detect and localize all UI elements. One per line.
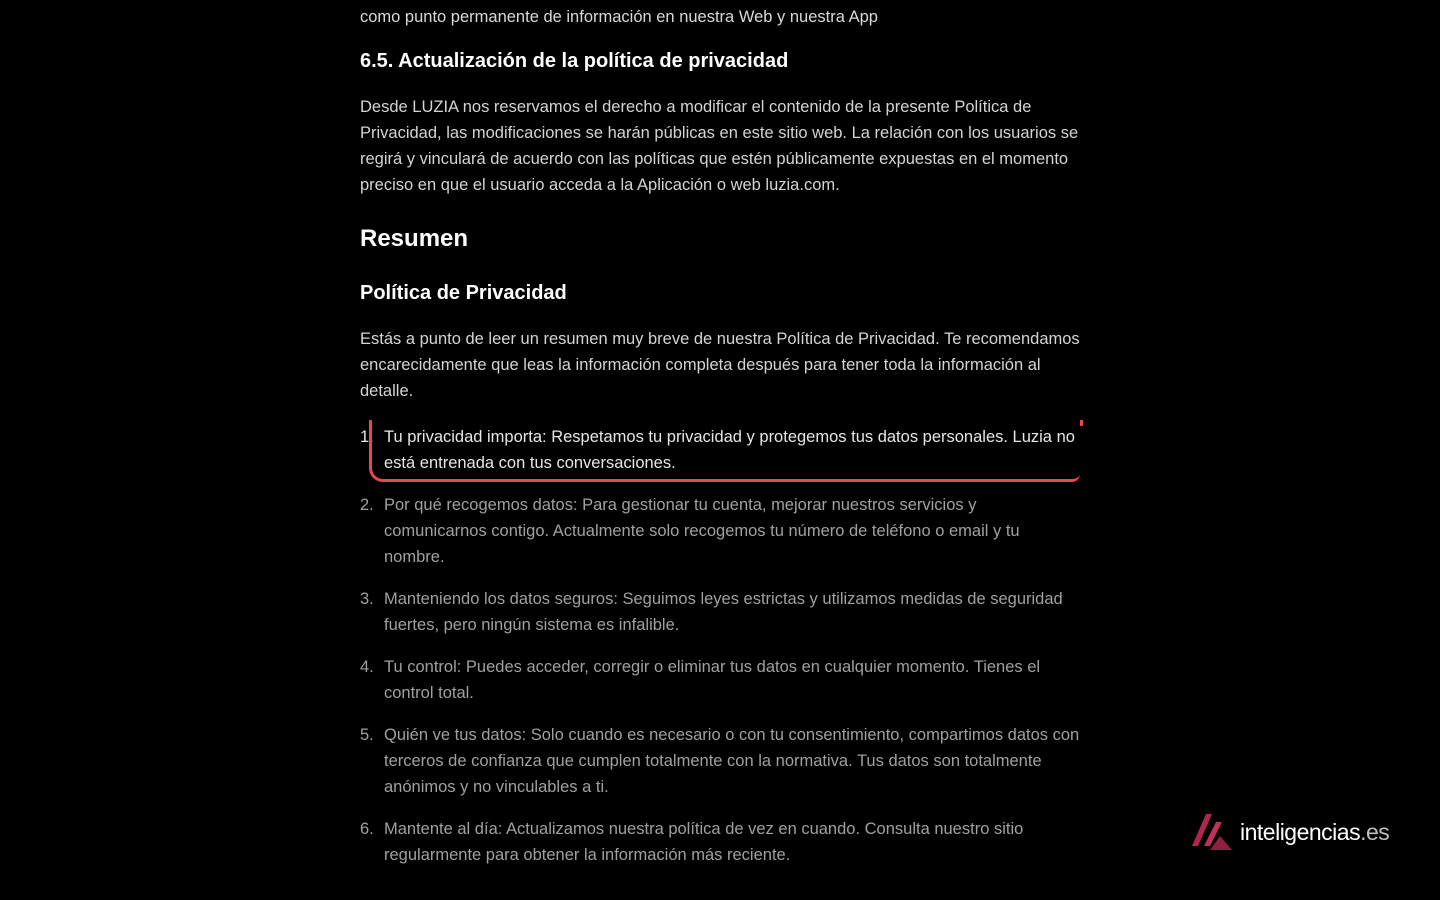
intro-line: como punto permanente de información en nuestra Web y nuestra App bbox=[360, 8, 878, 26]
list-item-number: 6. bbox=[360, 820, 374, 838]
privacy-policy-subheading: Política de Privacidad bbox=[360, 282, 567, 304]
list-item bbox=[360, 816, 1080, 868]
watermark-brand-text: inteligencias bbox=[1240, 818, 1361, 845]
summary-list bbox=[360, 424, 1080, 884]
list-item-number: 2. bbox=[360, 496, 374, 514]
list-item bbox=[360, 424, 1080, 476]
section-6-5-heading: 6.5. Actualización de la política de privacidad bbox=[360, 50, 789, 72]
list-item-text: Manteniendo los datos seguros: Seguimos leyes estrictas y utilizamos medidas de seguridad fuertes, pero ningún sistema es infalible. bbox=[384, 590, 1063, 634]
inteligencias-logo-icon bbox=[1190, 812, 1234, 852]
inteligencias-watermark bbox=[1190, 812, 1389, 852]
list-item bbox=[360, 492, 1080, 570]
list-item bbox=[360, 722, 1080, 800]
summary-heading: Resumen bbox=[360, 225, 469, 252]
watermark-tld-text: .es bbox=[1360, 818, 1390, 845]
list-item-text: Quién ve tus datos: Solo cuando es necesario o con tu consentimiento, compartimos datos con terceros de confianza que cumplen totalmente con la normativa. Tus datos son totalmente anónimos y no vinculables a ti. bbox=[384, 726, 1080, 796]
list-item-text: Mantente al día: Actualizamos nuestra política de vez en cuando. Consulta nuestro sitio regularmente para obtener la información más reciente. bbox=[384, 820, 1024, 864]
list-item-number: 3. bbox=[360, 590, 374, 608]
list-item-text: Tu privacidad importa: Respetamos tu privacidad y protegemos tus datos personales. Luzia no está entrenada con tus conversaciones. bbox=[384, 428, 1075, 472]
summary-intro-paragraph: Estás a punto de leer un resumen muy breve de nuestra Política de Privacidad. Te recomendamos encarecidamente que leas la información completa después para tener toda la información al detalle. bbox=[360, 330, 1080, 400]
list-item-number: 5. bbox=[360, 726, 374, 744]
list-item bbox=[360, 654, 1080, 706]
list-item bbox=[360, 586, 1080, 638]
list-item-text: Tu control: Puedes acceder, corregir o eliminar tus datos en cualquier momento. Tienes el control total. bbox=[384, 658, 1041, 702]
list-item-number: 4. bbox=[360, 658, 374, 676]
list-item-number: 1. bbox=[360, 428, 374, 446]
list-item-text: Por qué recogemos datos: Para gestionar tu cuenta, mejorar nuestros servicios y comunicarnos contigo. Actualmente solo recogemos tu número de teléfono o email y tu nombre. bbox=[384, 496, 1020, 566]
section-6-5-paragraph: Desde LUZIA nos reservamos el derecho a modificar el contenido de la presente Política de Privacidad, las modificaciones se harán públicas en este sitio web. La relación con los usuarios se regirá y vinculará de acuerdo con las políticas que estén públicamente expuestas en el momento preciso en que el usuario acceda a la Aplicación o web luzia.com. bbox=[360, 98, 1079, 194]
